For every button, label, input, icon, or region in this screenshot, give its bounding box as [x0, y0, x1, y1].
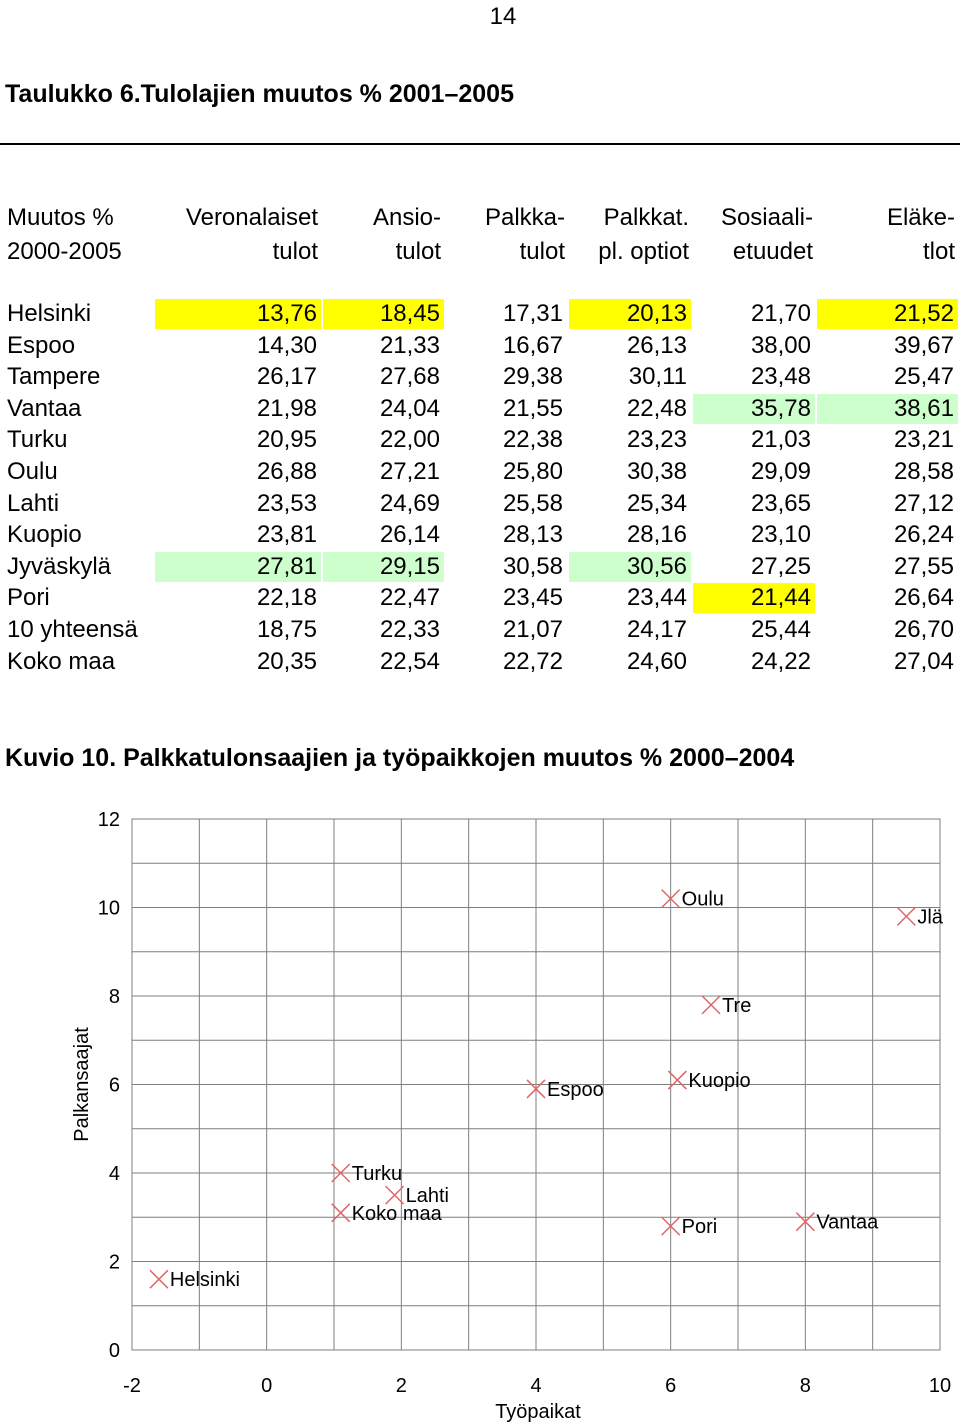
row-name: Koko maa — [7, 647, 116, 675]
table-row — [0, 519, 960, 550]
data-point-label: Vantaa — [816, 1211, 879, 1234]
cell-palkkatulot: 21,07 — [502, 616, 563, 643]
data-point-label: Tre — [722, 994, 752, 1017]
row-name: Turku — [7, 426, 68, 454]
cell-palkkatulot: 29,38 — [502, 363, 563, 391]
cell-elaketulot: 26,70 — [893, 616, 954, 643]
scatter-chart — [0, 790, 960, 1424]
cell-sosiaalietuudet: 21,44 — [693, 583, 815, 613]
table-row — [0, 582, 960, 613]
cell-sosiaalietuudet: 23,10 — [750, 521, 811, 549]
cell-palkkat-pl-optiot: 30,11 — [628, 363, 687, 391]
table-row — [0, 393, 960, 424]
header-palkkat-pl-optiot — [566, 201, 689, 269]
header-line: tulot — [395, 238, 441, 265]
table-row — [0, 424, 960, 455]
table-row — [0, 456, 960, 487]
x-tick-label: 10 — [928, 1375, 952, 1397]
cell-palkkatulot: 21,55 — [502, 394, 563, 422]
data-point-marker — [702, 996, 720, 1014]
cell-veronalaiset: 18,75 — [256, 616, 317, 643]
cell-elaketulot: 27,04 — [893, 647, 954, 675]
cell-elaketulot: 27,12 — [893, 489, 954, 517]
row-name: Kuopio — [7, 521, 82, 549]
data-point-label: Espoo — [547, 1078, 604, 1101]
header-sosiaalietuudet — [690, 201, 813, 269]
y-tick-label: 8 — [108, 986, 120, 1008]
y-tick-label: 10 — [97, 897, 120, 920]
y-tick-label: 2 — [108, 1251, 120, 1274]
cell-palkkatulot: 25,58 — [502, 489, 563, 517]
row-name: Jyväskylä — [7, 552, 112, 580]
table-row — [0, 551, 960, 582]
cell-ansiotulot: 26,14 — [379, 521, 440, 549]
cell-elaketulot: 25,47 — [893, 363, 954, 391]
data-point-label: Koko maa — [351, 1202, 442, 1225]
cell-palkkatulot: 28,13 — [502, 521, 563, 549]
cell-elaketulot: 28,58 — [893, 458, 954, 485]
data-point-label: Helsinki — [169, 1269, 240, 1292]
cell-palkkat-pl-optiot: 23,44 — [626, 584, 687, 612]
x-tick-label: 4 — [530, 1375, 542, 1397]
cell-ansiotulot: 18,45 — [323, 299, 444, 329]
cell-elaketulot: 38,61 — [817, 394, 958, 424]
data-point-label: Lahti — [405, 1185, 449, 1208]
data-point-label: Oulu — [681, 888, 724, 911]
header-line: Sosiaali- — [720, 204, 813, 231]
page-number: 14 — [489, 3, 517, 30]
cell-veronalaiset: 22,18 — [256, 584, 317, 612]
header-elaketulot — [815, 201, 955, 269]
row-name: Espoo — [7, 331, 76, 359]
cell-palkkat-pl-optiot: 20,13 — [569, 299, 691, 329]
cell-veronalaiset: 23,81 — [256, 521, 317, 549]
cell-palkkatulot: 16,67 — [502, 331, 563, 359]
cell-palkkatulot: 30,58 — [502, 552, 563, 580]
header-line: Eläke- — [886, 204, 955, 231]
x-tick-label: 6 — [665, 1375, 677, 1397]
x-tick-label: -2 — [123, 1375, 141, 1397]
cell-veronalaiset: 13,76 — [155, 299, 321, 329]
row-name: Vantaa — [7, 394, 82, 422]
cell-veronalaiset: 20,95 — [256, 426, 317, 454]
table-row — [0, 361, 960, 392]
cell-palkkat-pl-optiot: 22,48 — [626, 394, 687, 422]
data-point-marker — [897, 907, 915, 925]
cell-ansiotulot: 22,00 — [379, 426, 440, 454]
cell-palkkat-pl-optiot: 28,16 — [626, 521, 687, 549]
x-tick-label: 8 — [799, 1375, 811, 1397]
table-row — [0, 614, 960, 645]
cell-palkkat-pl-optiot: 30,38 — [626, 458, 687, 485]
cell-palkkatulot: 23,45 — [502, 584, 563, 612]
table-row — [0, 488, 960, 519]
header-line: Muutos % — [7, 204, 114, 231]
cell-sosiaalietuudet: 21,70 — [750, 300, 811, 327]
header-line: tulot — [519, 238, 565, 265]
cell-palkkat-pl-optiot: 23,23 — [626, 426, 687, 454]
cell-palkkat-pl-optiot: 24,17 — [626, 616, 687, 643]
cell-sosiaalietuudet: 29,09 — [750, 458, 811, 485]
cell-veronalaiset: 14,30 — [256, 331, 317, 359]
header-muutos — [7, 201, 122, 269]
x-tick-label: 0 — [261, 1375, 273, 1397]
y-axis-title: Palkansaajat — [71, 1027, 93, 1142]
row-name: Tampere — [7, 363, 101, 391]
cell-elaketulot: 23,21 — [893, 426, 954, 454]
header-line: 2000-2005 — [7, 238, 122, 265]
row-name: Lahti — [7, 489, 60, 517]
cell-veronalaiset: 23,53 — [256, 489, 317, 517]
header-veronalaiset — [150, 201, 318, 269]
cell-ansiotulot: 21,33 — [379, 331, 440, 359]
header-line: tulot — [272, 238, 318, 265]
cell-sosiaalietuudet: 21,03 — [750, 426, 811, 454]
cell-elaketulot: 26,64 — [893, 584, 954, 612]
header-line: tlot — [922, 238, 955, 265]
cell-veronalaiset: 26,88 — [256, 458, 317, 485]
cell-elaketulot: 27,55 — [893, 552, 954, 580]
cell-sosiaalietuudet: 27,25 — [750, 552, 811, 580]
cell-sosiaalietuudet: 24,22 — [750, 647, 811, 675]
cell-palkkat-pl-optiot: 26,13 — [626, 331, 687, 359]
cell-palkkat-pl-optiot: 24,60 — [626, 647, 687, 675]
table-title: Taulukko 6.Tulolajien muutos % 2001–2005 — [5, 80, 514, 108]
cell-ansiotulot: 27,21 — [379, 458, 440, 485]
cell-sosiaalietuudet: 23,65 — [750, 489, 811, 517]
y-tick-label: 6 — [108, 1074, 120, 1097]
title-rule — [0, 143, 960, 145]
cell-ansiotulot: 24,04 — [379, 394, 440, 422]
row-name: 10 yhteensä — [7, 616, 138, 643]
data-point-label: Turku — [351, 1163, 403, 1185]
cell-palkkatulot: 25,80 — [502, 458, 563, 485]
header-line: Palkkat. — [603, 204, 689, 231]
cell-sosiaalietuudet: 38,00 — [750, 331, 811, 359]
cell-elaketulot: 21,52 — [817, 299, 958, 329]
table-row — [0, 646, 960, 677]
cell-ansiotulot: 24,69 — [379, 489, 440, 517]
data-point-label: Kuopio — [688, 1070, 751, 1093]
header-line: etuudet — [732, 238, 813, 265]
cell-ansiotulot: 22,33 — [379, 616, 440, 643]
cell-elaketulot: 26,24 — [893, 521, 954, 549]
cell-ansiotulot: 29,15 — [323, 552, 444, 582]
cell-sosiaalietuudet: 25,44 — [750, 616, 811, 643]
table-row — [0, 330, 960, 361]
cell-ansiotulot: 27,68 — [379, 363, 440, 391]
header-palkkatulot — [443, 201, 565, 269]
header-ansiotulot — [320, 201, 441, 269]
y-tick-label: 4 — [108, 1163, 120, 1185]
cell-veronalaiset: 26,17 — [256, 363, 317, 391]
row-name: Pori — [7, 584, 50, 612]
header-line: pl. optiot — [598, 238, 689, 265]
cell-sosiaalietuudet: 35,78 — [693, 394, 815, 424]
header-line: Veronalaiset — [185, 204, 318, 231]
cell-palkkatulot: 22,72 — [502, 647, 563, 675]
header-line: Palkka- — [484, 204, 565, 231]
row-name: Helsinki — [7, 300, 92, 327]
data-point-label: Pori — [681, 1216, 718, 1239]
cell-palkkatulot: 22,38 — [502, 426, 563, 454]
figure-title: Kuvio 10. Palkkatulonsaajien ja työpaikkojen muutos % 2000–2004 — [5, 744, 795, 772]
cell-ansiotulot: 22,47 — [379, 584, 440, 612]
cell-veronalaiset: 21,98 — [256, 394, 317, 422]
data-point-label: Jlä — [917, 906, 943, 929]
cell-elaketulot: 39,67 — [893, 331, 954, 359]
cell-veronalaiset: 27,81 — [155, 552, 321, 582]
x-axis-title: Työpaikat — [495, 1401, 581, 1423]
cell-palkkatulot: 17,31 — [502, 300, 563, 327]
cell-ansiotulot: 22,54 — [379, 647, 440, 675]
cell-palkkat-pl-optiot: 25,34 — [626, 489, 687, 517]
y-tick-label: 12 — [97, 809, 120, 831]
y-tick-label: 0 — [108, 1340, 120, 1362]
row-name: Oulu — [7, 458, 58, 485]
table-row — [0, 298, 960, 329]
cell-sosiaalietuudet: 23,48 — [750, 363, 811, 391]
x-tick-label: 2 — [395, 1375, 407, 1397]
cell-palkkat-pl-optiot: 30,56 — [569, 552, 691, 582]
header-line: Ansio- — [372, 204, 441, 231]
cell-veronalaiset: 20,35 — [256, 647, 317, 675]
data-point-marker — [150, 1270, 168, 1288]
